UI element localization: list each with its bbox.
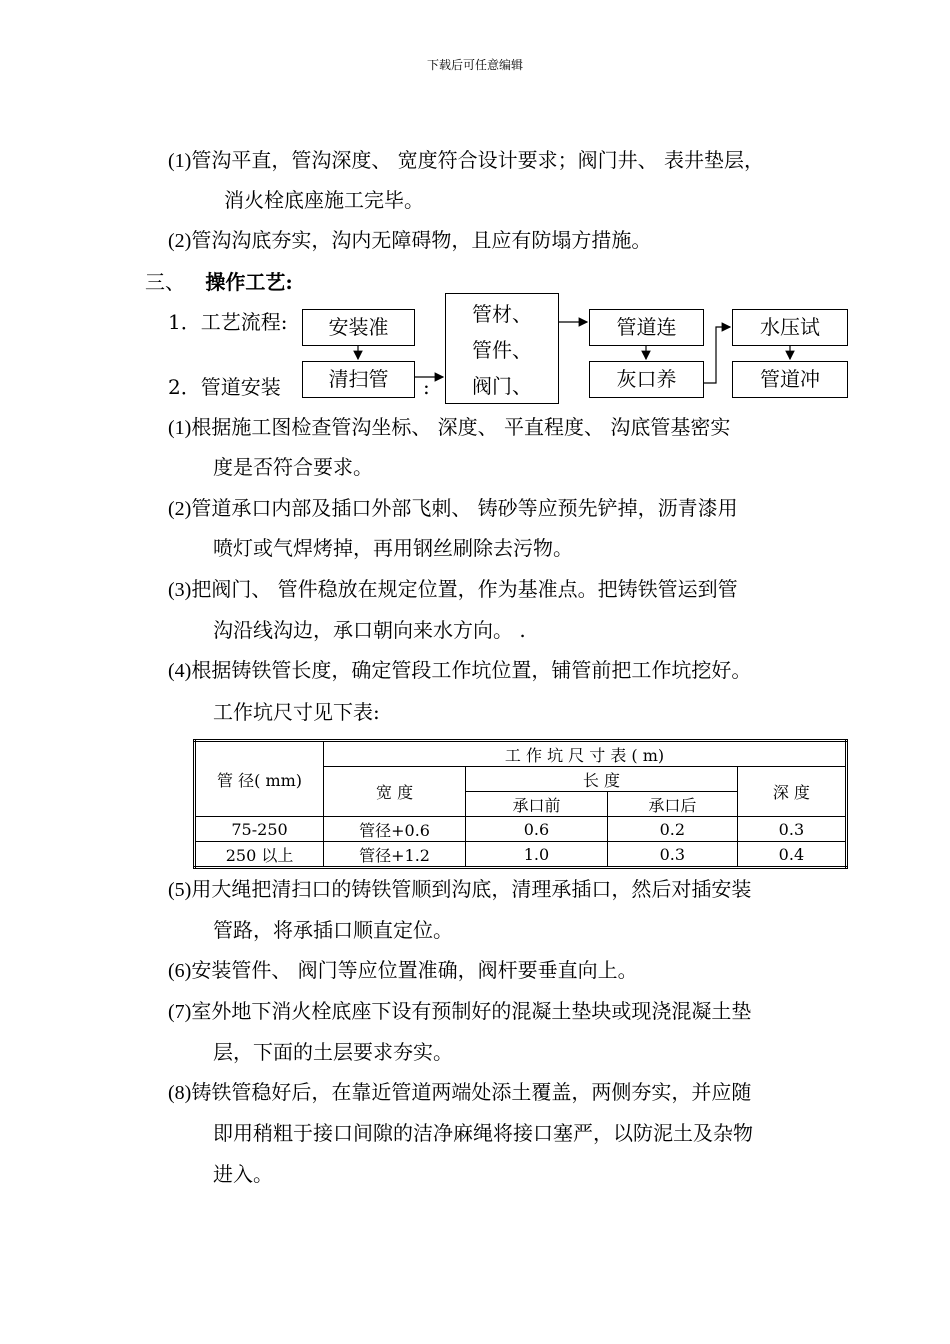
step-3-line1: 把阀门、 管件稳放在规定位置，作为基准点。把铸铁管运到管: [191, 577, 738, 601]
step-4-line1: 根据铸铁管长度，确定管段工作坑位置，铺管前把工作坑挖好。: [191, 658, 752, 682]
prereq-1-label: (1): [168, 150, 192, 172]
cell-back: 0.2: [607, 817, 737, 842]
cell-front: 1.0: [466, 842, 608, 868]
th-table-title: 工 作 坑 尺 寸 表 ( m): [324, 741, 847, 767]
th-back: 承口后: [607, 792, 737, 817]
step-4: [168, 650, 751, 691]
step-7-label: (7): [168, 1001, 192, 1023]
step-8-line1: 铸铁管稳好后，在靠近管道两端处添土覆盖，两侧夯实，并应随: [191, 1080, 752, 1104]
step-4-label: (4): [168, 660, 192, 682]
prereq-1-cont: 消火栓底座施工完毕。: [224, 188, 424, 212]
step-6: [168, 950, 638, 991]
step-2: [168, 488, 738, 529]
step-8-label: (8): [168, 1082, 192, 1104]
step-5-line1: 用大绳把清扫口的铸铁管顺到沟底，清理承插口，然后对插安装: [191, 877, 752, 901]
step-7-line2: 层，下面的土层要求夯实。: [213, 1040, 453, 1064]
th-front: 承口前: [466, 792, 608, 817]
th-length: 长 度: [466, 767, 738, 792]
flow-box-materials-line3: 阀门、: [472, 374, 532, 398]
flow-box-materials-line2: 管件、: [472, 338, 532, 362]
prereq-2-label: (2): [168, 230, 192, 252]
step-1-line1: 根据施工图检查管沟坐标、 深度、 平直程度、 沟底管基密实: [191, 415, 731, 439]
flow-box-connect-label: 管道连: [616, 315, 677, 339]
step-6-line1: 安装管件、 阀门等应位置准确，阀杆要垂直向上。: [191, 958, 638, 982]
item-2-label: 2．管道安装: [168, 375, 281, 399]
step-5-line2: 管路，将承插口顺直定位。: [213, 918, 453, 942]
th-depth: 深 度: [737, 767, 846, 817]
flow-box-flush-label: 管道冲: [760, 367, 820, 391]
arrow-cure-pressure: [704, 327, 730, 383]
flow-box-prepare-label: 安装准: [328, 315, 389, 339]
step-3: [168, 569, 738, 610]
section-title: 操作工艺:: [205, 270, 293, 294]
step-2-label: (2): [168, 498, 192, 520]
step-3-line2: 沟沿线沟边，承口朝向来水方向。 .: [213, 618, 526, 642]
step-4-line2: 工作坑尺寸见下表:: [213, 700, 380, 724]
flow-box-cure-label: 灰口养: [616, 367, 677, 391]
step-3-label: (3): [168, 579, 192, 601]
work-pit-table: [193, 739, 848, 869]
cell-diameter: 250 以上: [195, 842, 324, 868]
step-5-label: (5): [168, 879, 192, 901]
step-1-label: (1): [168, 417, 192, 439]
step-8-line2: 即用稍粗于接口间隙的洁净麻绳将接口塞严，以防泥土及杂物: [213, 1121, 753, 1145]
step-1: [168, 407, 730, 448]
cell-width: 管径+1.2: [324, 842, 466, 868]
cell-back: 0.3: [607, 842, 737, 868]
table-row: [195, 817, 847, 842]
prereq-1-text: 管沟平直，管沟深度、 宽度符合设计要求；阀门井、 表井垫层，: [191, 148, 765, 172]
flow-box-pressure-test-label: 水压试: [760, 315, 820, 339]
step-7: [168, 991, 751, 1032]
cell-diameter: 75-250: [195, 817, 324, 842]
prereq-2-text: 管沟沟底夯实，沟内无障碍物，且应有防塌方措施。: [191, 228, 652, 252]
th-pipe-diameter: 管 径( mm): [195, 741, 324, 817]
step-6-label: (6): [168, 960, 192, 982]
step-8-line3: 进入。: [213, 1162, 273, 1186]
cell-depth: 0.3: [737, 817, 846, 842]
step-2-line2: 喷灯或气焊烤掉，再用钢丝刷除去污物。: [213, 536, 573, 560]
cell-front: 0.6: [466, 817, 608, 842]
item-2-tail: :: [423, 375, 430, 399]
cell-width: 管径+0.6: [324, 817, 466, 842]
step-2-line1: 管道承口内部及插口外部飞刺、 铸砂等应预先铲掉，沥青漆用: [191, 496, 738, 520]
step-8: [168, 1072, 751, 1113]
item-1-label: 1．工艺流程:: [168, 310, 288, 334]
step-5: [168, 869, 751, 910]
page-header-note: 下载后可任意编辑: [426, 58, 523, 72]
table-row: [195, 842, 847, 868]
section-number: 三、: [145, 270, 185, 294]
step-7-line1: 室外地下消火栓底座下设有预制好的混凝土垫块或现浇混凝土垫: [191, 999, 752, 1023]
cell-depth: 0.4: [737, 842, 846, 868]
step-1-line2: 度是否符合要求。: [213, 455, 373, 479]
th-width: 宽 度: [324, 767, 466, 817]
flow-box-clean-label: 清扫管: [328, 367, 389, 391]
flow-box-materials-line1: 管材、: [472, 302, 532, 326]
